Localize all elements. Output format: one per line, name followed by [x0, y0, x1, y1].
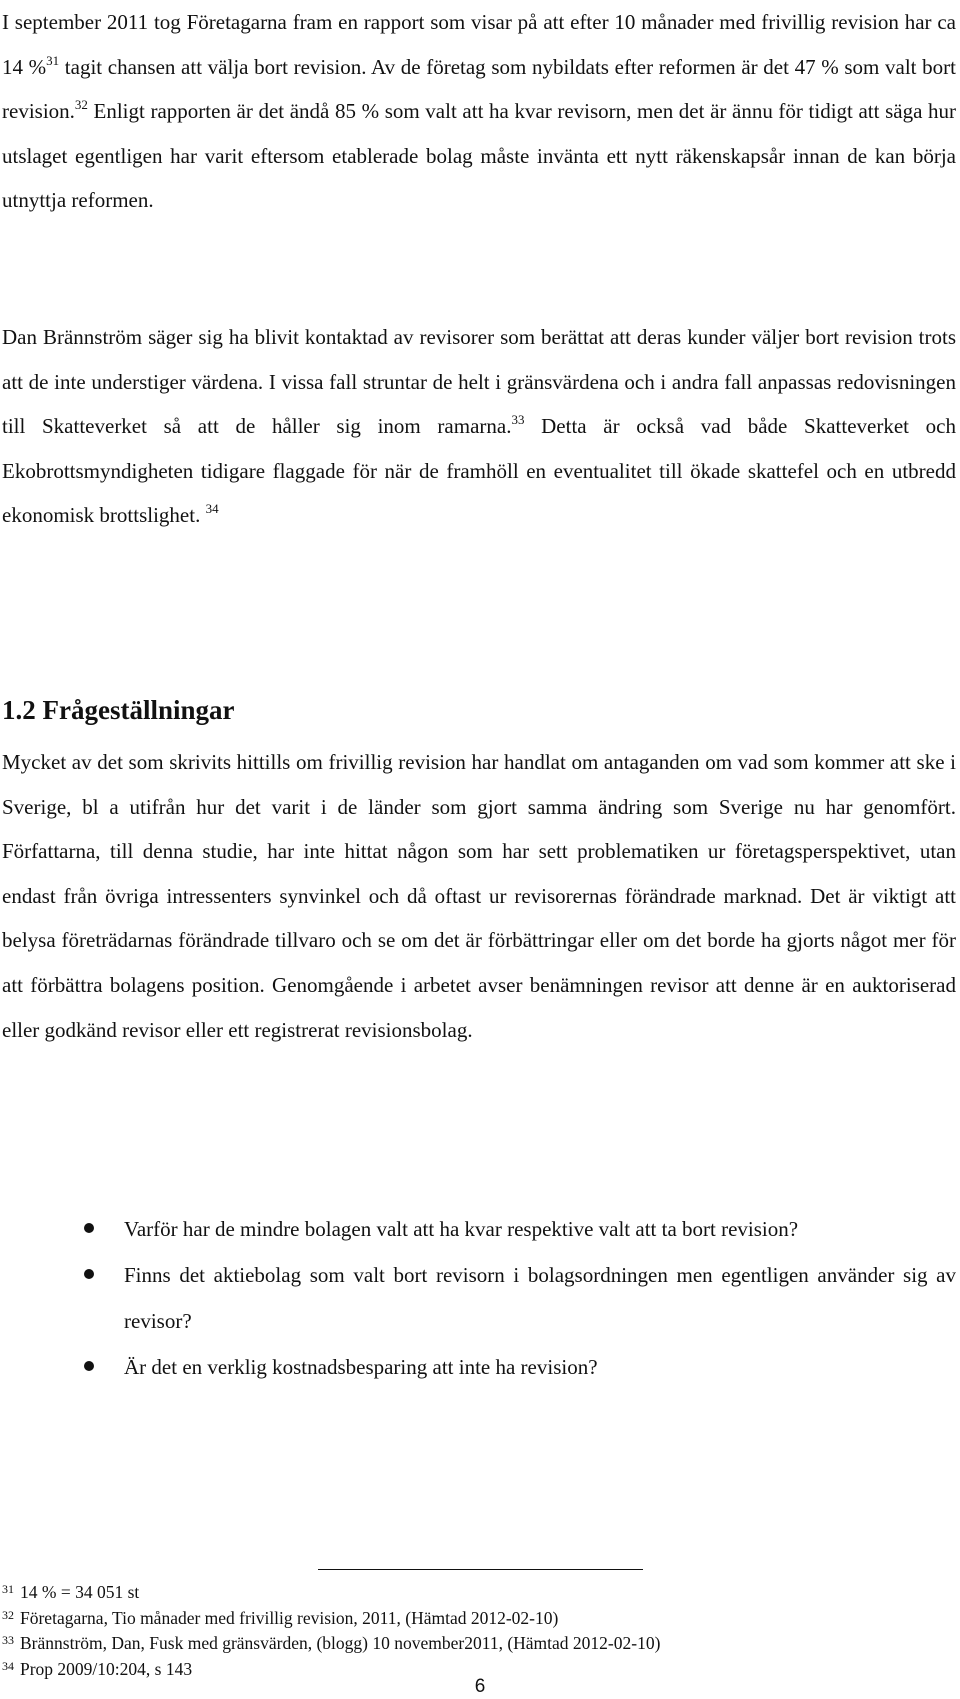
footnote-number: 32: [2, 1607, 14, 1622]
paragraph-intro: [2, 0, 956, 223]
footnote-ref-33[interactable]: 33: [511, 412, 525, 428]
footnotes: [2, 1580, 942, 1682]
footnote-ref-34[interactable]: 34: [205, 501, 219, 517]
footnote-ref-31[interactable]: 31: [46, 52, 60, 68]
footnote-divider: [318, 1569, 643, 1570]
paragraph-intro-text-a: I september 2011 tog Företagarna fram en rapport som visar på att efter 10 månader med frivillig revision har ca 14 %: [2, 10, 956, 79]
footnote-text: Prop 2009/10:204, s 143: [20, 1658, 193, 1679]
footnote-33: [2, 1631, 942, 1657]
paragraph-research-background: Mycket av det som skrivits hittills om frivillig revision har handlat om antaganden om vad som kommer att ske i Sverige, bl a utifrån hur det varit i de länder som gjort samma ändring som Sverige nu har genomfört. Författarna, till denna studie, har inte hittat någon som har sett problematiken ur företagsperspektivet, utan endast från övriga intressenters synvinkel och då oftast ur revisorernas förändrade marknad. Det är viktigt att belysa företrädarnas förändrade tillvaro och se om det är förbättringar eller om det borde ha gjorts något mer för att förbättra bolagens position. Genomgående i arbetet avser benämningen revisor att denne är en auktoriserad eller godkänd revisor eller ett registrerat revisionsbolag.: [2, 750, 956, 1042]
paragraph-intro-text-b: tagit chansen att välja bort revision. Av de företag som nybildats efter reformen är det 47 % som valt bort revision.: [2, 54, 956, 124]
list-item: [0, 1206, 956, 1252]
page-number: 6: [474, 1676, 486, 1697]
question-text: Är det en verklig kostnadsbesparing att inte ha revision?: [124, 1355, 598, 1379]
footnote-text: Företagarna, Tio månader med frivillig revision, 2011, (Hämtad 2012-02-10): [20, 1607, 559, 1628]
footnote-number: 34: [2, 1658, 14, 1673]
footnote-32: [2, 1606, 942, 1632]
paragraph-brannstrom: [2, 315, 956, 538]
footnote-31: [2, 1580, 942, 1606]
footnote-text: 14 % = 34 051 st: [20, 1582, 140, 1602]
footnote-text: Brännström, Dan, Fusk med gränsvärden, (blogg) 10 november2011, (Hämtad 2012-02-10): [20, 1633, 661, 1653]
list-item: [0, 1344, 956, 1390]
bullet-icon: [84, 1269, 94, 1279]
research-questions-list: [0, 1206, 956, 1390]
paragraph-intro-text-c: Enligt rapporten är det ändå 85 % som valt att ha kvar revisorn, men det är ännu för tidigt att säga hur utslaget egentligen har varit eftersom etablerade bolag måste invänta ett nytt räkenskapsår innan de kan börja utnyttja reformen.: [2, 99, 956, 213]
bullet-icon: [84, 1361, 94, 1371]
paragraph-brannstrom-text-b: Detta är också vad både Skatteverket och Ekobrottsmyndigheten tidigare flaggade för när de framhöll en eventualitet till ökade skattefel och en utbredd ekonomisk brottslighet.: [2, 414, 956, 528]
footnote-number: 31: [2, 1582, 14, 1596]
footnote-number: 33: [2, 1633, 14, 1647]
paragraph-brannstrom-text-a: Dan Brännström säger sig ha blivit kontaktad av revisorer som berättat att deras kunder väljer bort revision trots att de inte understiger värdena. I vissa fall struntar de helt i gränsvärdena och i andra fall anpassas redovisningen till Skatteverket så att de håller sig inom ramarna.: [2, 325, 956, 439]
question-text: Varför har de mindre bolagen valt att ha kvar respektive valt att ta bort revision?: [124, 1217, 799, 1241]
bullet-icon: [84, 1223, 94, 1233]
list-item: [0, 1252, 956, 1344]
footnote-ref-32[interactable]: 32: [74, 97, 88, 113]
question-text: Finns det aktiebolag som valt bort revisorn i bolagsordningen men egentligen använder sig av revisor?: [124, 1263, 956, 1333]
section-heading: 1.2 Frågeställningar: [2, 695, 235, 725]
